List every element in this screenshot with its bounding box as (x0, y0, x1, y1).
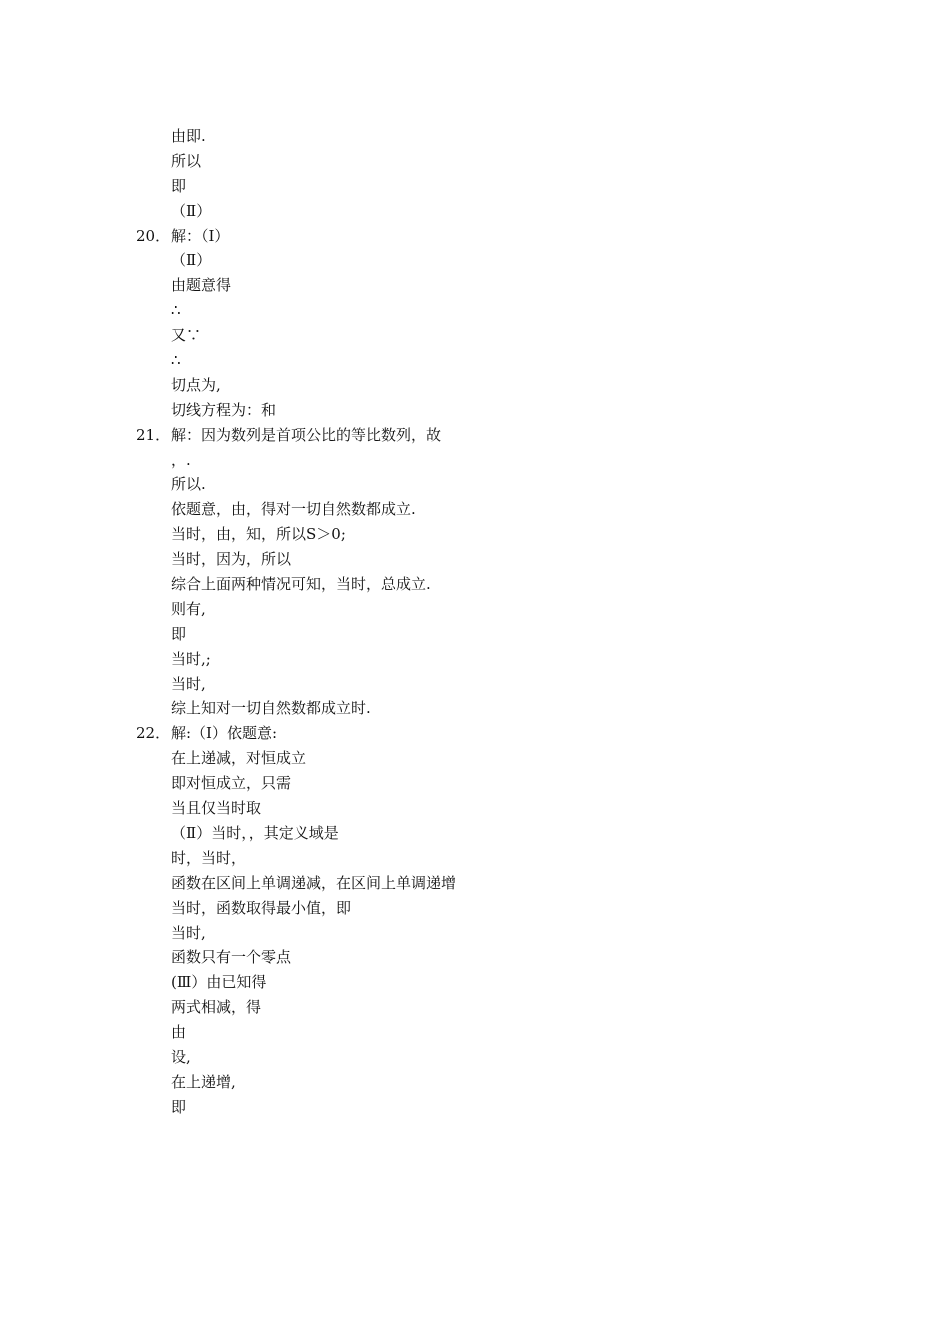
line-text: 两式相减，得 (171, 998, 262, 1017)
line-text: 即对恒成立，只需 (171, 774, 292, 793)
solution-line (0, 945, 950, 970)
line-text: 依题意，由，得对一切自然数都成立. (171, 500, 416, 519)
line-text: 综上知对一切自然数都成立时. (171, 699, 371, 718)
line-text: 函数只有一个零点 (171, 948, 292, 967)
solution-line (0, 995, 950, 1020)
solution-line (0, 572, 950, 597)
line-text: 切线方程为：和 (171, 400, 277, 419)
solution-line (0, 522, 950, 547)
line-text: 切点为, (171, 375, 221, 394)
solution-line (0, 622, 950, 647)
problem-start-line (0, 224, 950, 249)
solution-line (0, 970, 950, 995)
problem-start-line (0, 423, 950, 448)
line-text: ∴ (171, 301, 181, 320)
line-text: 当时，因为，所以 (171, 550, 292, 569)
line-text: 解:（Ⅰ）依题意: (171, 724, 278, 743)
solution-line (0, 1070, 950, 1095)
solution-line (0, 323, 950, 348)
solution-line (0, 199, 950, 224)
solution-line (0, 547, 950, 572)
solution-line (0, 248, 950, 273)
line-text: 当且仅当时取 (171, 799, 262, 818)
line-text: 所以. (171, 475, 206, 494)
line-text: （Ⅱ） (171, 201, 212, 220)
line-text: (Ⅲ）由已知得 (171, 973, 267, 992)
solution-text-block (0, 124, 950, 1120)
solution-line (0, 174, 950, 199)
line-text: 当时,; (171, 649, 211, 668)
solution-line (0, 398, 950, 423)
solution-line (0, 472, 950, 497)
line-text: ，. (171, 450, 191, 469)
solution-line (0, 896, 950, 921)
line-text: （Ⅱ） (171, 251, 212, 270)
line-text: 在上递增, (171, 1072, 236, 1091)
line-text: 当时，由，知，所以S＞0; (171, 525, 346, 544)
solution-line (0, 448, 950, 473)
solution-line (0, 771, 950, 796)
solution-line (0, 821, 950, 846)
solution-line (0, 1045, 950, 1070)
line-text: 函数在区间上单调递减，在区间上单调递增 (171, 873, 457, 892)
line-text: 又∵ (171, 326, 202, 345)
solution-line (0, 1095, 950, 1120)
solution-line (0, 796, 950, 821)
solution-line (0, 871, 950, 896)
line-text: 即 (171, 176, 187, 195)
line-text: 当时，函数取得最小值，即 (171, 898, 352, 917)
solution-line (0, 921, 950, 946)
line-text: 由 (171, 1023, 187, 1042)
solution-line (0, 846, 950, 871)
line-text: 即 (171, 1097, 187, 1116)
line-text: 综合上面两种情况可知，当时，总成立. (171, 575, 431, 594)
line-text: 在上递减，对恒成立 (171, 749, 307, 768)
line-text: ∴ (171, 351, 181, 370)
line-text: 当时, (171, 674, 206, 693)
line-text: 所以 (171, 151, 202, 170)
problem-number: 20． (136, 226, 171, 245)
solution-line (0, 373, 950, 398)
line-text: 当时, (171, 923, 206, 942)
solution-line (0, 497, 950, 522)
line-text: 由即. (171, 127, 206, 145)
solution-line (0, 298, 950, 323)
problem-number: 21． (136, 425, 171, 444)
problem-start-line (0, 721, 950, 746)
solution-line (0, 746, 950, 771)
solution-line (0, 696, 950, 721)
solution-line (0, 348, 950, 373)
line-text: 解：（Ⅰ） (171, 226, 230, 245)
line-text: 由题意得 (171, 276, 232, 295)
line-text: （Ⅱ）当时，，其定义域是 (171, 823, 339, 842)
solution-line (0, 647, 950, 672)
line-text: 解：因为数列是首项公比的等比数列，故 (171, 425, 442, 444)
line-text: 即 (171, 624, 187, 643)
solution-line (0, 1020, 950, 1045)
solution-line (0, 149, 950, 174)
line-text: 设, (171, 1047, 191, 1066)
problem-number: 22． (136, 724, 171, 743)
line-text: 时，当时， (171, 848, 247, 867)
solution-line (0, 124, 950, 149)
line-text: 则有, (171, 599, 206, 618)
solution-line (0, 597, 950, 622)
solution-line (0, 273, 950, 298)
solution-line (0, 672, 950, 697)
